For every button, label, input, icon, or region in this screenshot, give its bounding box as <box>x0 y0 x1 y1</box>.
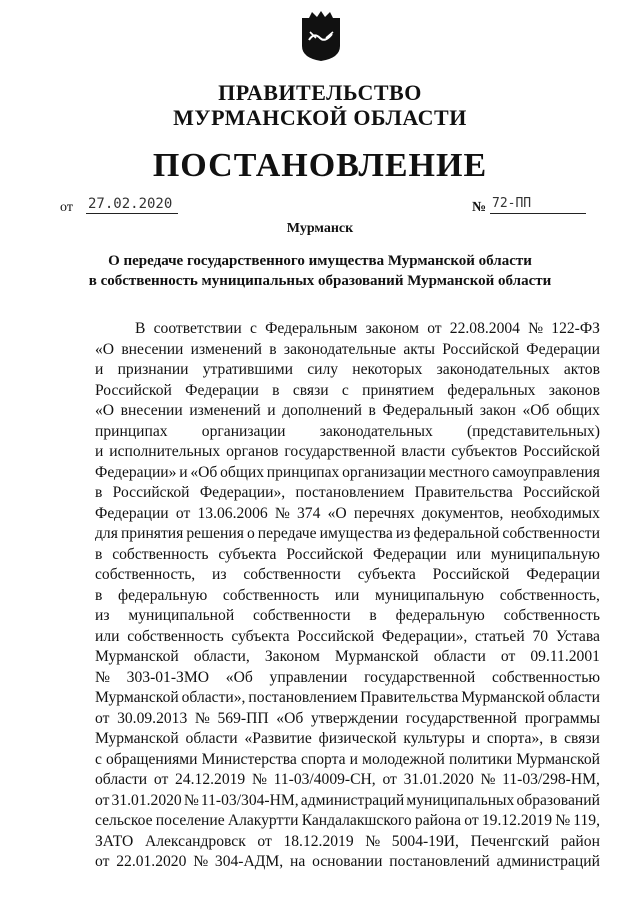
body-line: от 22.01.2020 № 304-АДМ, на основании постановлений администраций <box>95 853 600 870</box>
document-type-heading: ПОСТАНОВЛЕНИЕ <box>152 147 488 184</box>
coat-of-arms-emblem <box>300 10 342 62</box>
government-title-line1: ПРАВИТЕЛЬСТВО <box>218 80 422 105</box>
body-line: Федерации» и «Об общих принципах организации местного самоуправления <box>95 463 600 481</box>
document-number: 72-ПП <box>490 196 586 214</box>
body-line: и исполнительных органов государственной власти субъектов Российской <box>95 443 600 460</box>
title-line: О передаче государственного имущества Мурманской области <box>108 253 532 269</box>
title-line: в собственность муниципальных образований Мурманской области <box>88 273 552 289</box>
body-line: Мурманской области «Развитие физической культуры и спорта», в связи <box>95 730 600 747</box>
document-body <box>95 319 600 873</box>
body-line: Российской Федерации в связи с принятием федеральных законов <box>95 381 600 399</box>
body-line: ЗАТО Александровск от 18.12.2019 № 5004-19И, Печенгский район <box>95 832 600 850</box>
body-line: и признании утратившими силу некоторых законодательных актов <box>95 361 600 378</box>
body-line: с обращениями Министерства спорта и молодежной политики Мурманской <box>95 750 600 768</box>
body-line: Федерации от 13.06.2006 № 374 «О перечнях документов, необходимых <box>95 504 600 522</box>
date-label: от <box>60 200 73 215</box>
body-line: сельское поселение Алакуртти Кандалакшского района от 19.12.2019 № 119, <box>95 812 600 829</box>
body-line: области от 24.12.2019 № 11-03/4009-СН, от 31.01.2020 № 11-03/298-НМ, <box>95 771 600 788</box>
body-line: № 303-01-ЗМО «Об управлении государственной собственностью <box>95 668 600 686</box>
body-line: в федеральную собственность или муниципальную собственность, <box>95 586 600 604</box>
body-line: для принятия решения о передаче имущества из федеральной собственности <box>95 525 600 542</box>
body-line: от 31.01.2020 № 11-03/304-НМ, администраций муниципальных образований <box>95 791 600 809</box>
body-line: «О внесении изменений и дополнений в Федеральный закон «Об общих <box>95 402 600 419</box>
body-line: В соответствии с Федеральным законом от 22.08.2004 № 122-ФЗ <box>135 320 600 337</box>
body-line: или собственность субъекта Российской Федерации», статьей 70 Устава <box>95 627 600 645</box>
body-line: в собственность субъекта Российской Федерации или муниципальную <box>95 545 600 563</box>
document-date: 27.02.2020 <box>86 196 178 214</box>
body-line: Мурманской области», постановлением Правительства Мурманской области <box>95 689 600 706</box>
body-line: «О внесении изменений в законодательные акты Российской Федерации <box>95 340 600 358</box>
body-line: в Российской Федерации», постановлением Правительства Российской <box>95 484 600 501</box>
city-name: Мурманск <box>286 221 354 236</box>
body-line: из муниципальной собственности в федеральную собственность <box>95 607 600 624</box>
government-title-line2: МУРМАНСКОЙ ОБЛАСТИ <box>173 105 467 130</box>
body-line: принципах организации законодательных (представительных) <box>95 422 600 440</box>
number-label: № <box>472 200 487 215</box>
body-line: от 30.09.2013 № 569-ПП «Об утверждении государственной программы <box>95 709 600 727</box>
body-line: собственность, из собственности субъекта Российской Федерации <box>95 566 600 583</box>
body-line: Мурманской области, Законом Мурманской области от 09.11.2001 <box>95 648 600 665</box>
document-title <box>60 251 580 291</box>
